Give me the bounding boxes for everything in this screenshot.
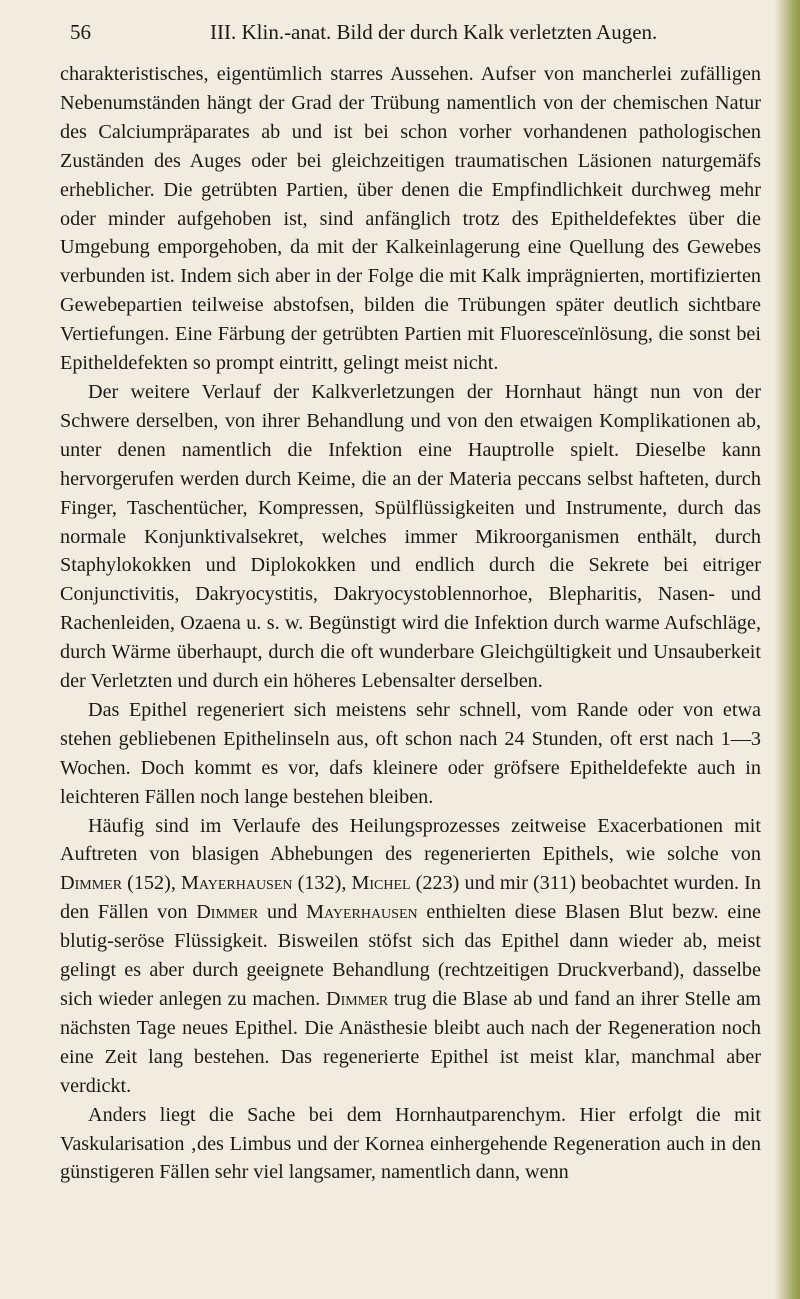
text-run: und xyxy=(258,901,307,924)
paragraph-5: Anders liegt die Sache bei dem Hornhautparenchym. Hier erfolgt die mit Vaskularisation ‚des Limbus und der Kornea einhergehende Regeneration auch in den günstigeren Fällen sehr viel langsamer, namentlich dann, wenn xyxy=(60,1103,761,1184)
author-name: Mayerhausen xyxy=(180,872,293,895)
author-name: Dimmer xyxy=(326,988,389,1010)
paragraph-2: Der weitere Verlauf der Kalkverletzungen der Hornhaut hängt nun von der Schwere derselben, von ihrer Behandlung und von den etwaigen Komplikationen ab, unter denen namentlich die Infektion eine Hauptrolle spielt. Dieselbe kann hervorgerufen werden durch Keime, die an der Materia peccans selbst hafteten, durch Finger, Taschentücher, Kompressen, Spülflüssigkeiten und Instrumente, durch das normale Konjunktivalsekret, welches immer Mikroorganismen enthält, durch Staphylokokken und Diplokokken und endlich durch die Sekrete bei eitriger Conjunctivitis, Dakryocystitis, Dakryocystoblennorhoe, Blepharitis, Nasen- und Rachenleiden, Ozaena u. s. w. Begünstigt wird die Infektion durch warme Aufschläge, durch Wärme überhaupt, durch die oft wunderbare Gleichgültigkeit und Unsauberkeit der Verletzten und durch ein höheres Lebensalter derselben. xyxy=(60,380,761,693)
text-run: enthielten diese Blasen Blut bezw. eine blutig-seröse Flüssigkeit. Bisweilen stöfst sich das Epithel dann wieder ab, meist gelingt es aber durch geeignete Behandlung (rechtzeitigen Druckverband), dasselbe sich wieder anlegen zu machen. xyxy=(60,901,761,1010)
text-run: Häufig sind im Verlaufe des Heilungsprozesses zeitweise Exacerbationen mit Auftreten von blasigen Abhebungen des regenerierten Epithels, wie solche von xyxy=(60,814,761,866)
author-name: Dimmer xyxy=(60,872,123,895)
page-number: 56 xyxy=(70,20,91,44)
text-run: (152), xyxy=(122,872,181,895)
running-head: III. Klin.-anat. Bild der durch Kalk verletzten Augen. xyxy=(210,20,658,44)
paragraph-3: Das Epithel regeneriert sich meistens sehr schnell, vom Rande oder von etwa stehen gebliebenen Epithelinseln aus, oft schon nach 24 Stunden, oft erst nach 1—3 Wochen. Doch kommt es vor, dafs kleinere oder gröfsere Epitheldefekte auch in leichteren Fällen noch lange bestehen bleiben. xyxy=(60,698,761,808)
paragraph-1: charakteristisches, eigentümlich starres Aussehen. Aufser von mancherlei zufälligen Nebenumständen hängt der Grad der Trübung namentlich von der chemischen Natur des Calciumpräparates ab und ist bei schon vorher vorhandenen pathologischen Zuständen des Auges oder bei gleichzeitigen traumatischen Läsionen naturgemäfs erheblicher. Die getrübten Partien, über denen die Empfindlichkeit durchweg mehr oder minder aufgehoben ist, sind anfänglich trotz des Epitheldefektes über die Umgebung emporgehoben, da mit der Kalkeinlagerung eine Quellung des Gewebes verbunden ist. Indem sich aber in der Folge die mit Kalk imprägnierten, mortifizierten Gewebepartien teilweise abstofsen, bilden die Trübungen später deutlich sichtbare Vertiefungen. Eine Färbung der getrübten Partien mit Fluoresceïnlösung, die sonst bei Epitheldefekten so prompt eintritt, gelingt meist nicht. xyxy=(60,63,761,375)
paragraph-4 xyxy=(60,812,761,1101)
page-edge xyxy=(774,0,800,1299)
text-run: (223) und mir (311) beobachtet wurden. In den Fällen von xyxy=(60,872,761,924)
text-run: trug die Blase ab und fand an ihrer Stelle am nächsten Tage neues Epithel. Die Anästhesie bleibt auch nach der Regeneration noch eine Zeit lang bestehen. Das regenerierte Epithel ist meist klar, manchmal aber verdickt. xyxy=(60,988,761,1097)
author-name: Mayerhausen xyxy=(306,901,418,924)
author-name: Michel xyxy=(351,872,411,895)
body-text xyxy=(60,60,761,1187)
text-run: (132), xyxy=(292,872,352,895)
author-name: Dimmer xyxy=(196,901,259,924)
page-header xyxy=(70,20,760,52)
